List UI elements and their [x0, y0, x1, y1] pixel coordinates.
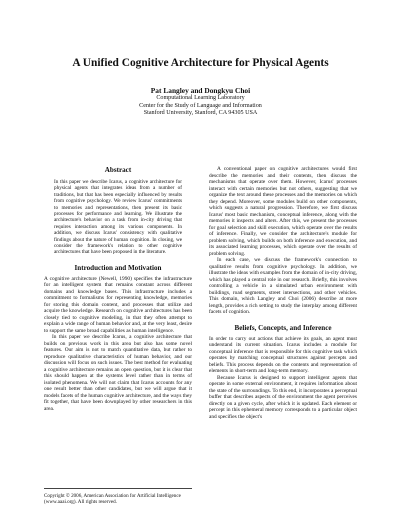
affiliation-line-3: Stanford University, Stanford, CA 94305 USA [143, 110, 258, 116]
copyright-text: Copyright © 2006, American Association for Artificial Intelligence (www.aaai.org). All rights reserved. [44, 493, 181, 506]
beliefs-heading: Beliefs, Concepts, and Inference [234, 323, 332, 332]
intro-heading: Introduction and Motivation [74, 263, 162, 272]
copyright-footnote [44, 488, 192, 505]
affiliation-line-1: Computational Learning Laboratory [156, 95, 245, 101]
affiliation-line-2: Center for the Study of Language and Information [139, 102, 262, 109]
abstract-heading: Abstract [104, 166, 132, 174]
beliefs-paragraph: Because Icarus is designed to support intelligent agents that operate in some external environment, it requires information about the state of the surroundings. To this end, it incorporates a perceptual buffer that describes aspects of the environment the agent perceives directly on a given cycle, after which it is updated. Each element or percept in this ephemeral memory corresponds to a particular object and specifies the object's [209, 374, 357, 420]
intro-paragraph: A cognitive architecture (Newell, 1990) specifies the infrastructure for an intelligent system that remains constant across different domains and knowledge bases. This infrastructure includes a commitment to formalisms for representing knowledge, memories for storing this domain content, and processes that utilize and acquire the knowledge. Research on cognitive architectures has been closely tied to cognitive modeling, in that they often attempt to explain a wide range of human behavior and, at the very least, desire to support the same broad capabilities as human intelligence. [44, 275, 192, 334]
abstract-section [44, 166, 192, 256]
left-column [44, 166, 192, 420]
right-column [209, 166, 357, 420]
body-paragraph: In each case, we discuss the framework's connection to qualitative results from cognitive psychology. In addition, we illustrate the ideas with examples from the domain of in-city driving, which has played a central role in our research. Briefly, this involves controlling a vehicle in a simulated urban environment with buildings, road segments, street intersections, and other vehicles. This domain, which Langley and Choi (2006) describe at more length, provides a rich setting to study the interplay among different facets of cognition. [209, 257, 357, 315]
abstract-text: In this paper we describe Icarus, a cognitive architecture for physical agents that integrates ideas from a number of traditions, but that has been especially influenced by results from cognitive psychology. We review Icarus' commitments to memories and representations, then present its basic processes for performance and learning. We illustrate the architecture's behavior on a task from in-city driving that requires interaction among its various components. In addition, we discuss Icarus' consistency with qualitative findings about the nature of human cognition. In closing, we consider the framework's relation to other cognitive architectures that have been proposed in the literature. [54, 179, 182, 256]
body-paragraph: A conventional paper on cognitive architectures would first describe the memories and their contents, then discuss the mechanisms that operate over them. However, Icarus' processes interact with certain memories but not others, suggesting that we organize the text around these processes and the memories on which they depend. Moreover, some modules build on other components, which suggests a natural progression. Therefore, we first discuss Icarus' most basic mechanism, conceptual inference, along with the memories it inspects and alters. After this, we present the processes for goal selection and skill execution, which operate over the results of inference. Finally, we consider the architecture's module for problem solving, which builds on both inference and execution, and its associated learning processes, which operate over the results of problem solving. [209, 166, 357, 257]
beliefs-paragraph: In order to carry out actions that achieve its goals, an agent must understand its current situation. Icarus includes a module for conceptual inference that is responsible for this cognitive task which operates by matching conceptual structures against percepts and beliefs. This process depends on the contents and representation of elements in short-term and long-term memory. [209, 335, 357, 374]
author-line: Pat Langley and Dongkyu Choi [150, 86, 251, 95]
two-column-body [44, 166, 357, 420]
paper-title: A Unified Cognitive Architecture for Physical Agents [72, 57, 329, 69]
intro-paragraph: In this paper we describe Icarus, a cognitive architecture that builds on previous work in this area but also has some novel features. Our aim is not to match quantitative data, but rather to reproduce qualitative characteristics of human behavior, and our discussion will focus on such issues. The best method for evaluating a cognitive architecture remains an open question, but it is clear that this should happen at the systems level rather than in terms of isolated phenomena. We will not claim that Icarus accounts for any one result better than other candidates, but we will argue that it models facets of the human cognitive architecture, and the ways they fit together, that have been downplayed by other researchers in this area. [44, 334, 192, 412]
